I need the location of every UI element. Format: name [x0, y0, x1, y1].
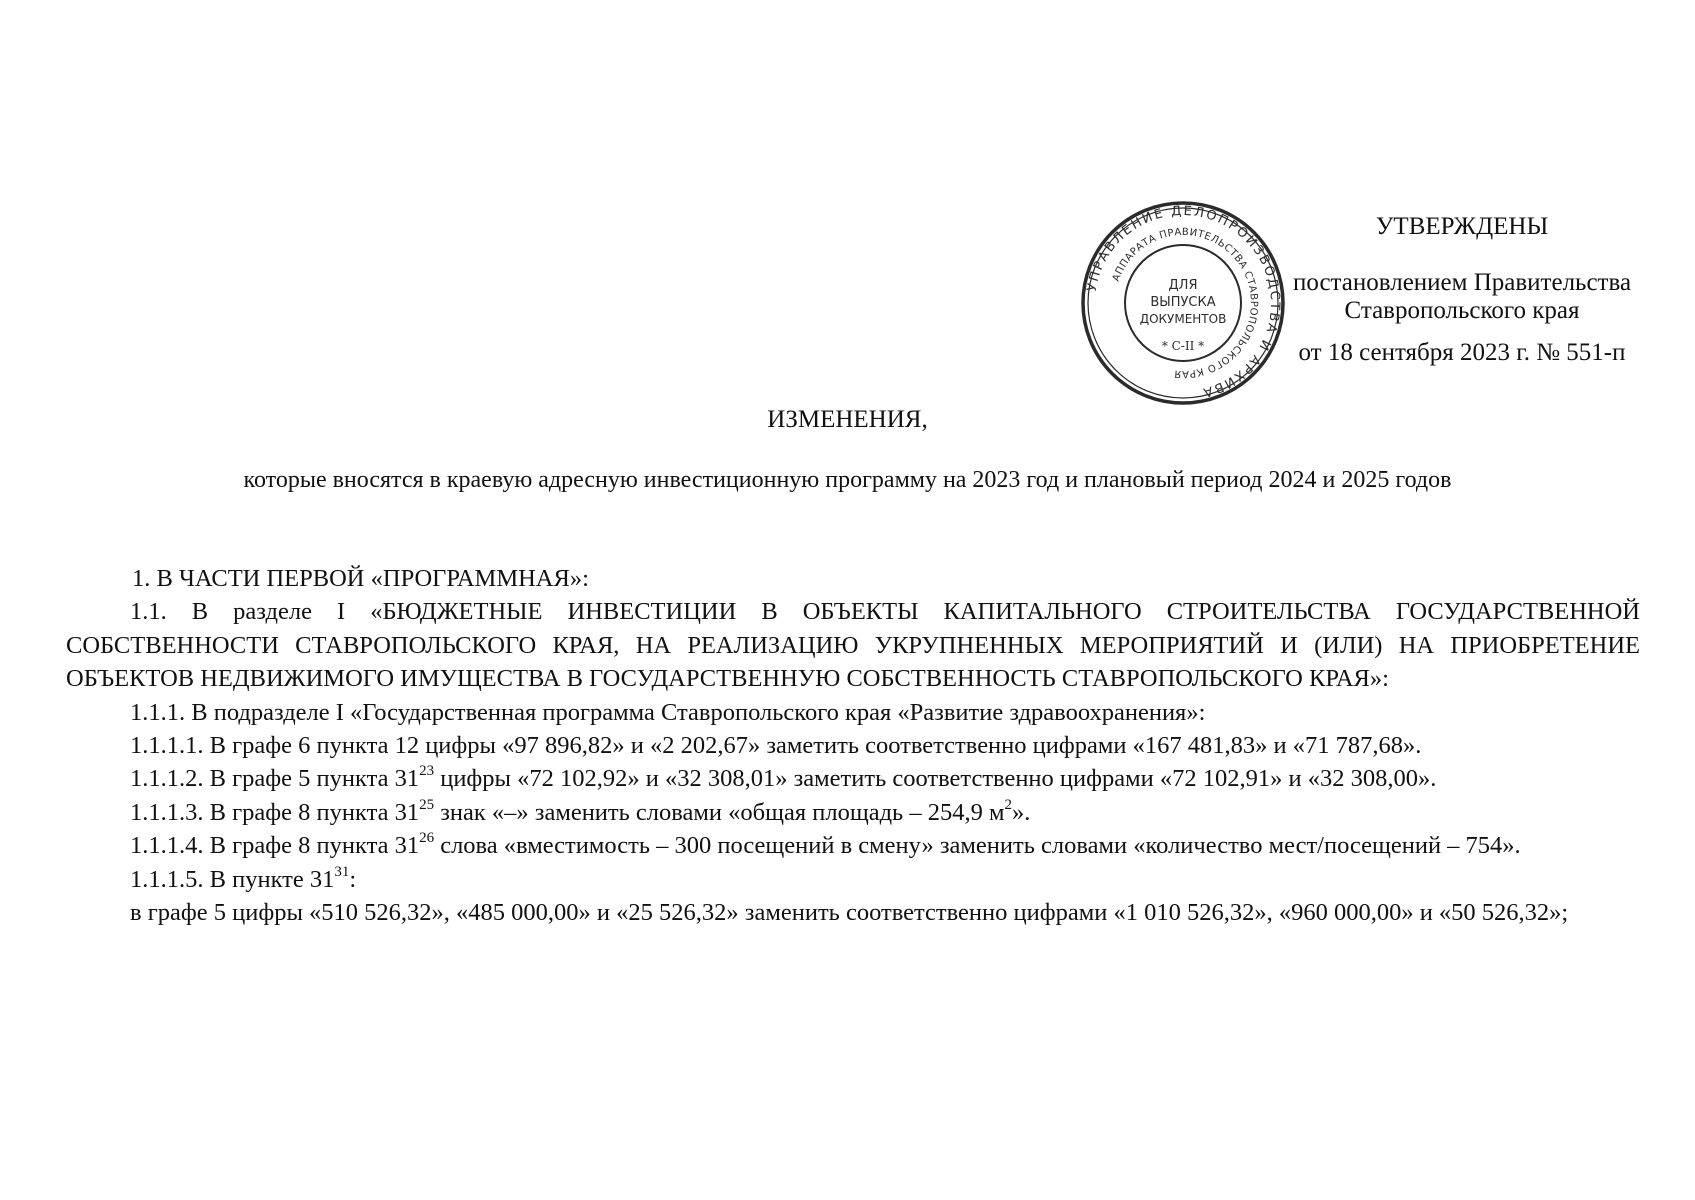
- paragraph-5: [66, 762, 1640, 795]
- paragraph-6-b: знак «–» заменить словами «общая площадь – 254,9 м: [434, 798, 1005, 826]
- paragraph-4: 1.1.1.1. В графе 6 пункта 12 цифры «97 896,82» и «2 202,67» заметить соответственно цифрами «167 481,83» и «71 787,68».: [130, 732, 1422, 760]
- document-body: [66, 562, 1640, 929]
- approval-title: УТВЕРЖДЕНЫ: [1375, 213, 1549, 240]
- stamp-outer-text: УПРАВЛЕНИЕ ДЕЛОПРОИЗВОДСТВА И АРХИВА: [1084, 203, 1283, 400]
- paragraph-7: [66, 829, 1640, 862]
- paragraph-6: [66, 796, 1640, 829]
- paragraph-8-a: 1.1.1.5. В пункте 31: [130, 865, 335, 893]
- paragraph-8-sup: 31: [334, 863, 350, 880]
- document-subheading: которые вносятся в краевую адресную инвестиционную программу на 2023 год и плановый период 2024 и 2025 годов: [243, 467, 1452, 493]
- paragraph-5-sup: 23: [419, 763, 435, 780]
- paragraph-9: в графе 5 цифры «510 526,32», «485 000,00» и «25 526,32» заменить соответственно цифрами «1 010 526,32», «960 000,00» и «50 526,32»;: [130, 899, 1569, 927]
- stamp-inner-text: АППАРАТА ПРАВИТЕЛЬСТВА СТАВРОПОЛЬСКОГО КРАЯ: [1110, 226, 1260, 380]
- paragraph-8-b: :: [349, 865, 357, 893]
- paragraph-5-b: цифры «72 102,92» и «32 308,01» заметить соответственно цифрами «72 102,91» и «32 308,00».: [434, 765, 1437, 793]
- stamp-code: * С-II *: [1161, 339, 1205, 353]
- paragraph-6-sup: 25: [419, 796, 435, 813]
- paragraph-6-c: ».: [1011, 798, 1031, 826]
- paragraph-6-a: 1.1.1.3. В графе 8 пункта 31: [130, 798, 420, 826]
- approval-line-1: постановлением Правительства: [1292, 269, 1632, 296]
- paragraph-6-sup2: 2: [1004, 796, 1012, 813]
- paragraph-8: [66, 863, 1640, 896]
- stamp-center-line3: ДОКУМЕНТОВ: [1139, 312, 1227, 326]
- approval-line-3: от 18 сентября 2023 г. № 551-п: [1298, 339, 1626, 366]
- paragraph-7-b: слова «вместимость – 300 посещений в смену» заменить словами «количество мест/посещений – 754».: [434, 832, 1521, 860]
- paragraph-3: 1.1.1. В подразделе I «Государственная программа Ставропольского края «Развитие здравоохранения»:: [130, 698, 1206, 726]
- stamp-center-line2: ВЫПУСКА: [1150, 295, 1216, 310]
- paragraph-7-a: 1.1.1.4. В графе 8 пункта 31: [130, 832, 420, 860]
- paragraph-1: 1. В ЧАСТИ ПЕРВОЙ «ПРОГРАММНАЯ»:: [132, 565, 589, 592]
- approval-line-2: Ставропольского края: [1344, 297, 1580, 324]
- paragraph-7-sup: 26: [419, 830, 435, 847]
- paragraph-5-a: 1.1.1.2. В графе 5 пункта 31: [130, 765, 420, 793]
- official-stamp: [1078, 198, 1288, 408]
- paragraph-2: 1.1. В разделе I «БЮДЖЕТНЫЕ ИНВЕСТИЦИИ В ОБЪЕКТЫ КАПИТАЛЬНОГО СТРОИТЕЛЬСТВА ГОСУДАРСТВЕННОЙ СОБСТВЕННОСТИ СТАВРОПОЛЬСКОГО КРАЯ, НА РЕАЛИЗАЦИЮ УКРУПНЕННЫХ МЕРОПРИЯТИЙ И (ИЛИ) НА ПРИОБРЕТЕНИЕ ОБЪЕКТОВ НЕДВИЖИМОГО ИМУЩЕСТВА В ГОСУДАРСТВЕННУЮ СОБСТВЕННОСТЬ СТАВРОПОЛЬСКОГО КРАЯ»:: [66, 598, 1640, 693]
- stamp-center-line1: ДЛЯ: [1168, 278, 1198, 293]
- document-heading: ИЗМЕНЕНИЯ,: [767, 406, 928, 433]
